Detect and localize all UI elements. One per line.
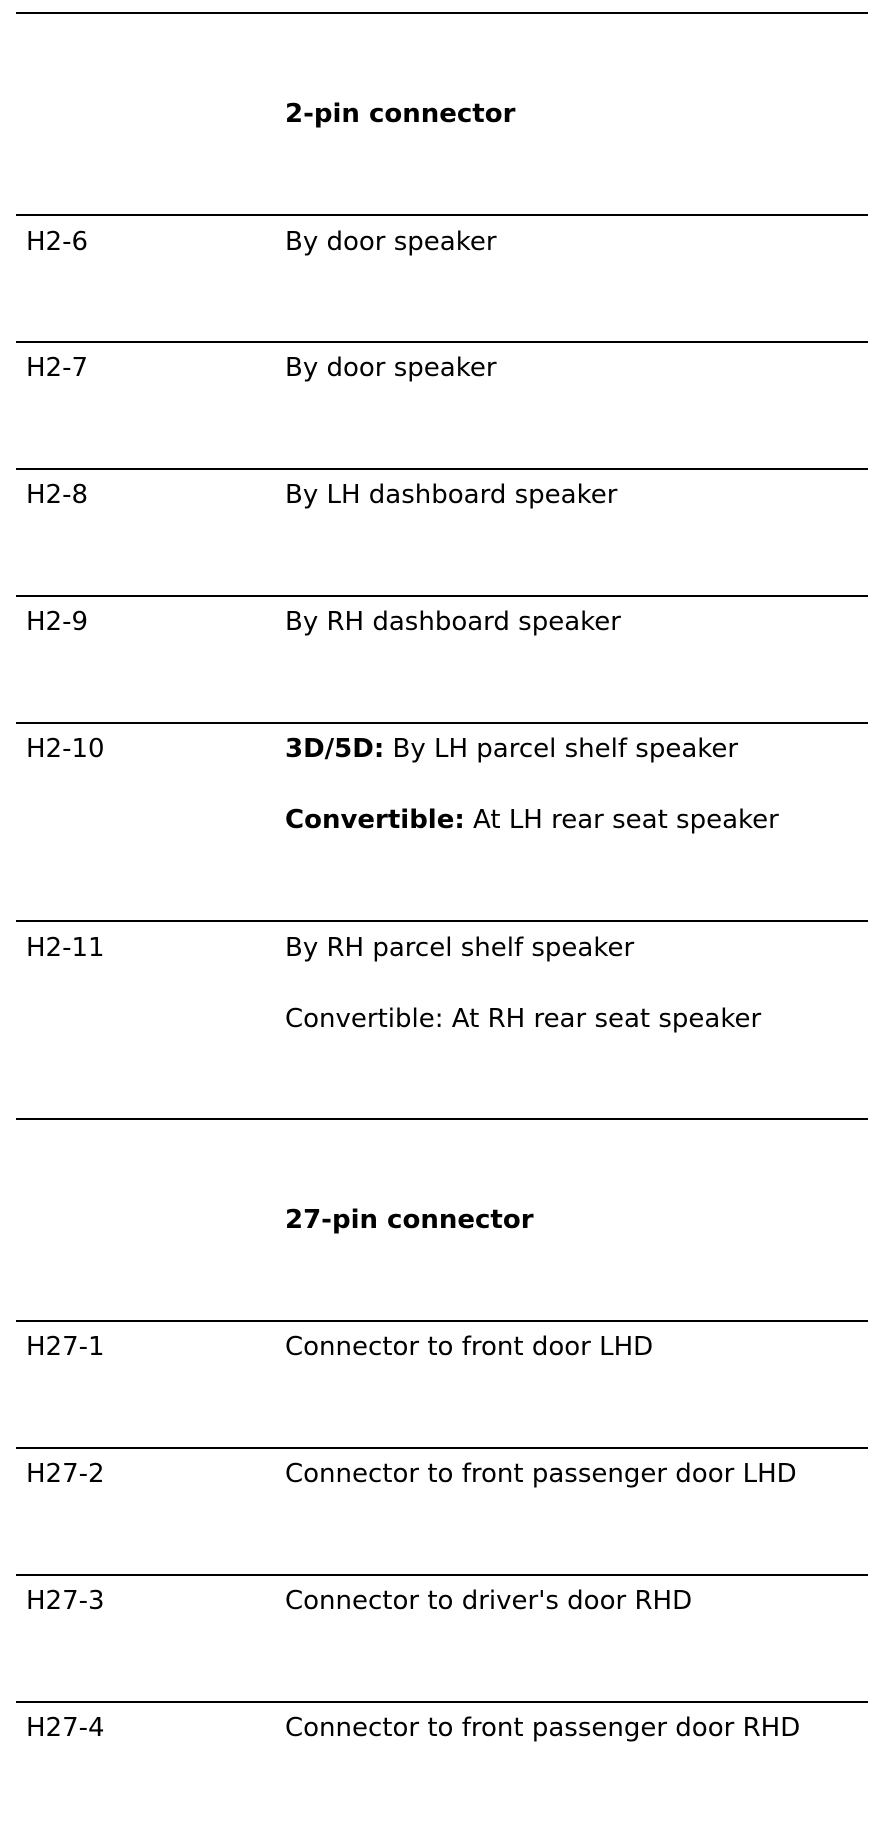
pin-description: Connector to front passenger door RHD bbox=[285, 1713, 801, 1743]
pin-id: H2-8 bbox=[26, 480, 89, 510]
variant-label: Convertible: bbox=[285, 805, 465, 835]
table-rule bbox=[16, 595, 868, 597]
table-rule bbox=[16, 1447, 868, 1449]
pin-description: Connector to front passenger door LHD bbox=[285, 1459, 797, 1489]
pin-description-line: Convertible: At RH rear seat speaker bbox=[285, 1004, 762, 1034]
pin-id: H27-3 bbox=[26, 1586, 105, 1616]
pin-description-line bbox=[285, 804, 779, 836]
table-rule bbox=[16, 341, 868, 343]
table-rule bbox=[16, 920, 868, 922]
section-heading-27-pin: 27-pin connector bbox=[285, 1205, 534, 1235]
section-heading-2-pin: 2-pin connector bbox=[285, 99, 516, 129]
pin-description: Connector to driver's door RHD bbox=[285, 1586, 693, 1616]
pin-description: Connector to front door LHD bbox=[285, 1332, 654, 1362]
variant-label: 3D/5D: bbox=[285, 734, 385, 764]
pin-id: H2-10 bbox=[26, 734, 105, 764]
pin-id: H2-6 bbox=[26, 227, 89, 257]
table-rule bbox=[16, 1320, 868, 1322]
table-rule bbox=[16, 214, 868, 216]
pin-description: By door speaker bbox=[285, 227, 497, 257]
pin-description: By RH dashboard speaker bbox=[285, 607, 621, 637]
variant-text: At LH rear seat speaker bbox=[464, 805, 779, 835]
pin-description: By door speaker bbox=[285, 353, 497, 383]
table-rule bbox=[16, 722, 868, 724]
table-rule bbox=[16, 468, 868, 470]
pin-description: By LH dashboard speaker bbox=[285, 480, 618, 510]
pin-id: H2-11 bbox=[26, 933, 105, 963]
pin-id: H27-4 bbox=[26, 1713, 105, 1743]
table-rule bbox=[16, 1118, 868, 1120]
pin-id: H2-9 bbox=[26, 607, 89, 637]
table-rule bbox=[16, 1574, 868, 1576]
pin-id: H27-1 bbox=[26, 1332, 105, 1362]
table-rule bbox=[16, 1701, 868, 1703]
pin-id: H2-7 bbox=[26, 353, 89, 383]
variant-text: By LH parcel shelf speaker bbox=[384, 734, 739, 764]
table-rule bbox=[16, 12, 868, 14]
pin-description-line: By RH parcel shelf speaker bbox=[285, 933, 635, 963]
pin-id: H27-2 bbox=[26, 1459, 105, 1489]
pin-description-line bbox=[285, 733, 738, 765]
